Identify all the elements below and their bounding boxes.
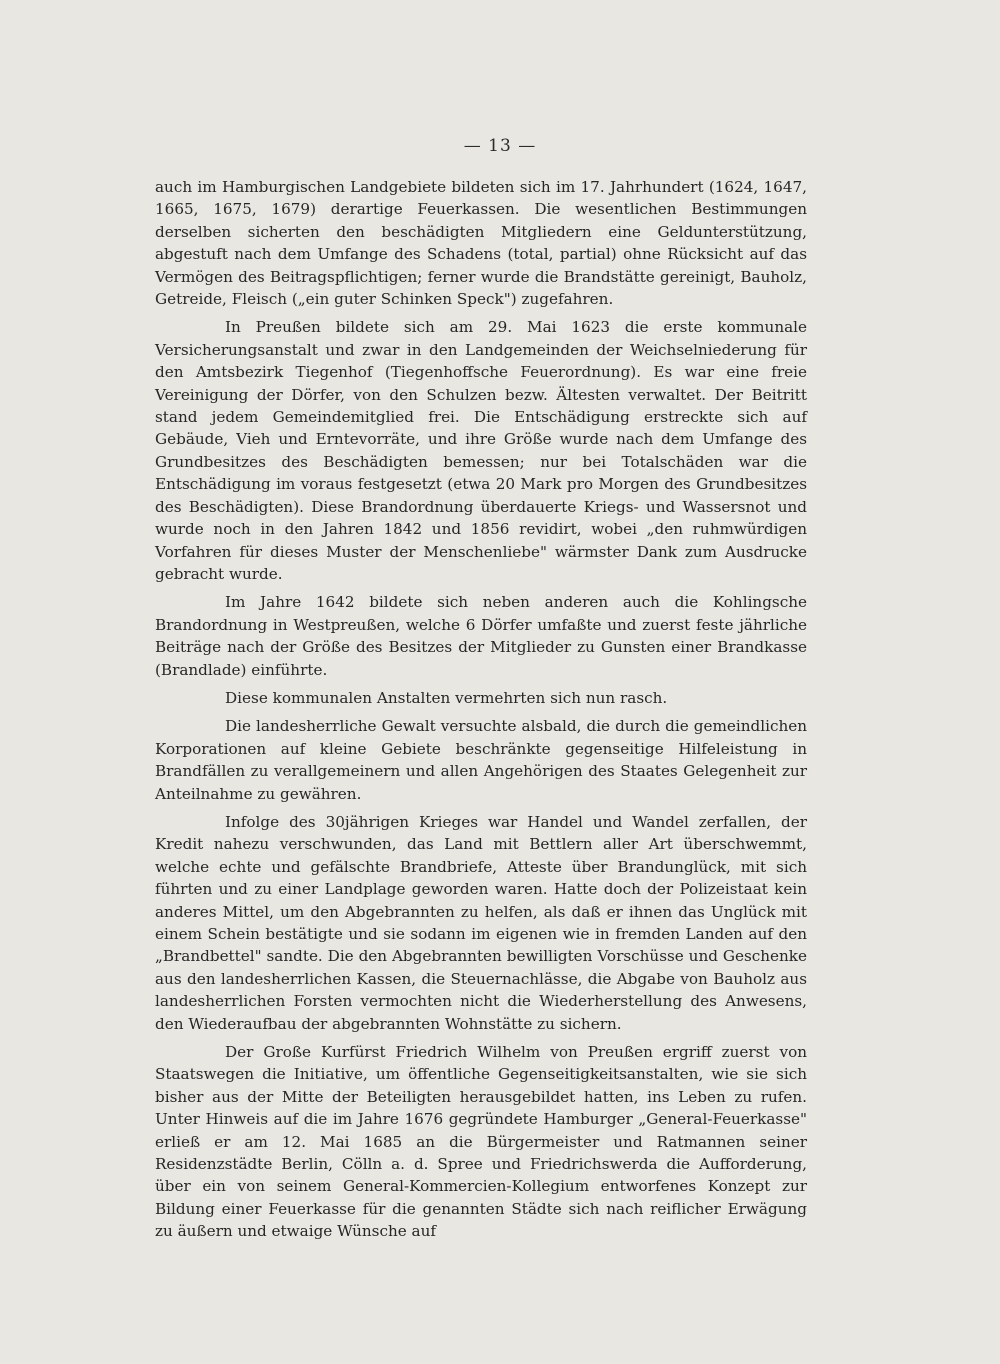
paragraph-5: Die landesherrliche Gewalt versuchte alsbald, die durch die gemeindlichen Korporationen auf kleine Gebiete beschränkte gegenseitige Hilfeleistung in Brandfällen zu verallgemeinern und allen Angehörigen des Staates Gelegenheit zur Anteilnahme zu gewähren. — [155, 717, 807, 803]
page-number: — 13 — — [463, 136, 537, 156]
paragraph-6: Infolge des 30jährigen Krieges war Handel und Wandel zerfallen, der Kredit nahezu verschwunden, das Land mit Bettlern aller Art überschwemmt, welche echte und gefälschte Brandbriefe, Atteste über Brandunglück, mit sich führten und zu einer Landplage geworden waren. Hatte doch der Polizeistaat kein anderes Mittel, um den Abgebrannten zu helfen, als daß er ihnen das Unglück mit einem Schein bestätigte und sie sodann im eigenen wie in fremden Landen auf den „Brandbettel" sandte. Die den Abgebrannten bewilligten Vorschüsse und Geschenke aus den landesherrlichen Kassen, die Steuernachlässe, die Abgabe von Bauholz aus landesherrlichen Forsten vermochten nicht die Wiederherstellung des Anwesens, den Wiederaufbau der abgebrannten Wohnstätte zu sichern. — [155, 812, 807, 1033]
paragraph-4: Diese kommunalen Anstalten vermehrten sich nun rasch. — [225, 688, 668, 707]
paragraph-1: auch im Hamburgischen Landgebiete bildeten sich im 17. Jahrhundert (1624, 1647, 1665, 1675, 1679) derartige Feuerkassen. Die wesentlichen Bestimmungen derselben sicherten den beschädigten Mitgliedern eine Geldunterstützung, abgestuft nach dem Umfange des Schadens (total, partial) ohne Rücksicht auf das Vermögen des Beitragspflichtigen; ferner wurde die Brandstätte gereinigt, Bauholz, Getreide, Fleisch („ein guter Schinken Speck") zugefahren. — [155, 178, 807, 309]
body-text — [155, 176, 807, 1243]
paragraph-3: Im Jahre 1642 bildete sich neben anderen auch die Kohlingsche Brandordnung in Westpreußen, welche 6 Dörfer umfaßte und zuerst feste jährliche Beiträge nach der Größe des Besitzes der Mitglieder zu Gunsten einer Brandkasse (Brandlade) einführte. — [155, 593, 807, 679]
paragraph-7: Der Große Kurfürst Friedrich Wilhelm von Preußen ergriff zuerst von Staatswegen die Initiative, um öffentliche Gegenseitigkeitsanstalten, wie sie sich bisher aus der Mitte der Beteiligten herausgebildet hatten, ins Leben zu rufen. Unter Hinweis auf die im Jahre 1676 gegründete Hamburger „General-Feuerkasse" erließ er am 12. Mai 1685 an die Bürgermeister und Ratmannen seiner Residenzstädte Berlin, Cölln a. d. Spree und Friedrichswerda die Aufforderung, über ein von seinem General-Kommercien-Kollegium entworfenes Konzept zur Bildung einer Feuerkasse für die genannten Städte sich nach reiflicher Erwägung zu äußern und etwaige Wünsche auf — [155, 1043, 807, 1241]
paragraph-2: In Preußen bildete sich am 29. Mai 1623 die erste kommunale Versicherungsanstalt und zwar in den Landgemeinden der Weichselniederung für den Amtsbezirk Tiegenhof (Tiegenhoffsche Feuerordnung). Es war eine freie Vereinigung der Dörfer, von den Schulzen bezw. Ältesten verwaltet. Der Beitritt stand jedem Gemeindemitglied frei. Die Entschädigung erstreckte sich auf Gebäude, Vieh und Erntevorräte, und ihre Größe wurde nach dem Umfange des Grundbesitzes des Beschädigten bemessen; nur bei Totalschäden war die Entschädigung im voraus festgesetzt (etwa 20 Mark pro Morgen des Grundbesitzes des Beschädigten). Diese Brandordnung überdauerte Kriegs- und Wassersnot und wurde noch in den Jahren 1842 und 1856 revidirt, wobei „den ruhmwürdigen Vorfahren für dieses Muster der Menschenliebe" wärmster Dank zum Ausdrucke gebracht wurde. — [155, 318, 807, 583]
